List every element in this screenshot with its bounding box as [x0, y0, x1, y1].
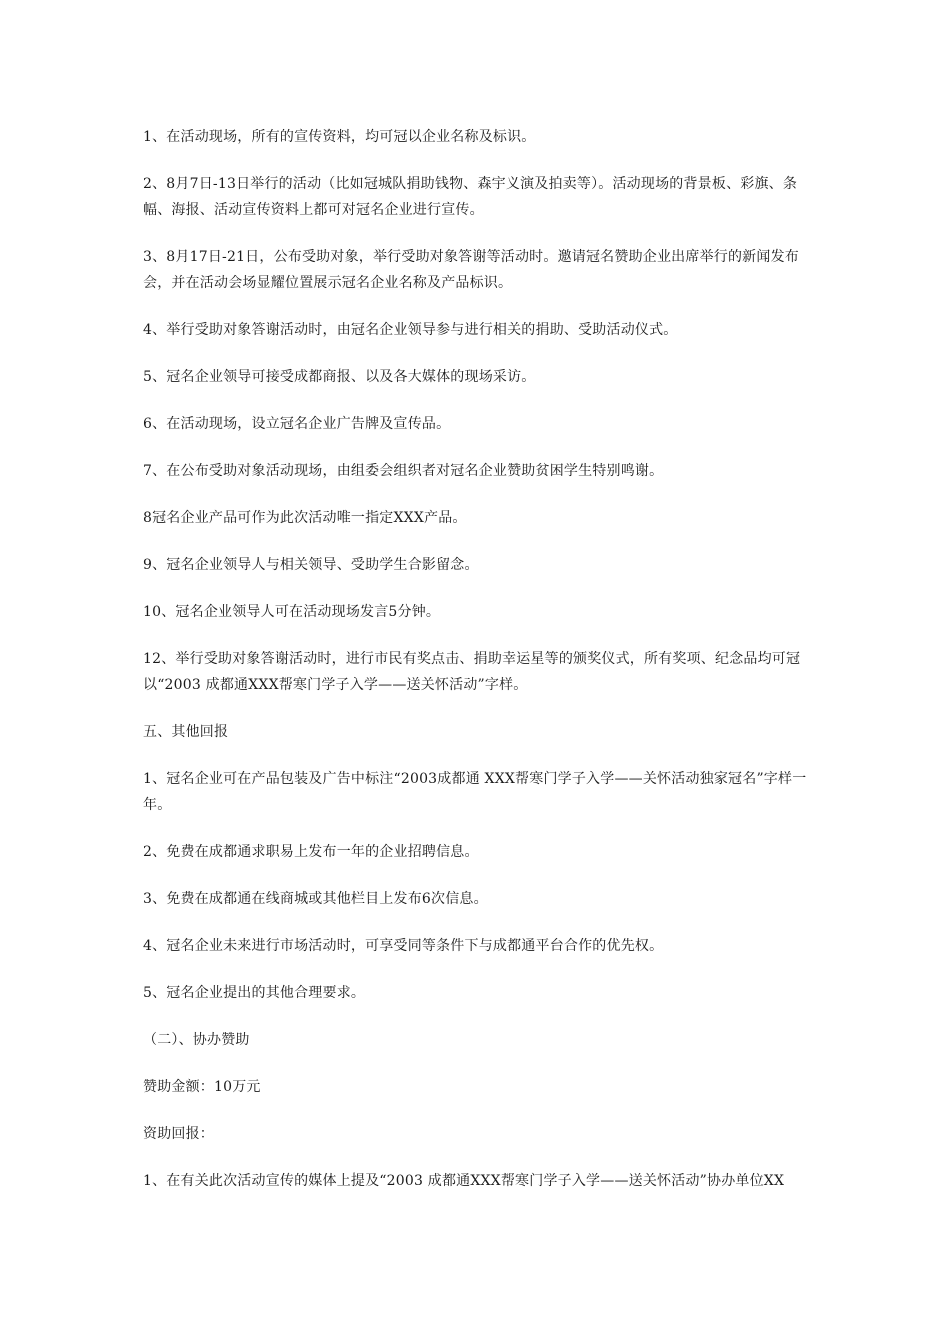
- paragraph-8: 8冠名企业产品可作为此次活动唯一指定XXX产品。: [143, 510, 467, 526]
- paragraph-12: 12、举行受助对象答谢活动时，进行市民有奖点击、捐助幸运星等的颁奖仪式，所有奖项、纪念品均可冠以“2003 成都通XXX帮寒门学子入学——送关怀活动”字样。: [143, 651, 801, 693]
- other-returns-item-1: 1、冠名企业可在产品包装及广告中标注“2003成都通 XXX帮寒门学子入学——关怀活动独家冠名”字样一年。: [143, 771, 807, 813]
- other-returns-item-5: 5、冠名企业提出的其他合理要求。: [143, 985, 366, 1001]
- section-heading-co-sponsor: （二）、协办赞助: [143, 1032, 250, 1048]
- sponsor-returns-item-1: 1、在有关此次活动宣传的媒体上提及“2003 成都通XXX帮寒门学子入学——送关怀活动”协办单位XX: [143, 1173, 785, 1189]
- paragraph-4: 4、举行受助对象答谢活动时，由冠名企业领导参与进行相关的捐助、受助活动仪式。: [143, 322, 678, 338]
- paragraph-2: 2、8月7日-13日举行的活动（比如冠城队捐助钱物、森宇义演及拍卖等）。活动现场的背景板、彩旗、条幅、海报、活动宣传资料上都可对冠名企业进行宣传。: [143, 176, 798, 218]
- other-returns-item-3: 3、免费在成都通在线商城或其他栏目上发布6次信息。: [143, 891, 488, 907]
- paragraph-10: 10、冠名企业领导人可在活动现场发言5分钟。: [143, 604, 441, 620]
- paragraph-5: 5、冠名企业领导可接受成都商报、以及各大媒体的现场采访。: [143, 369, 536, 385]
- other-returns-item-2: 2、免费在成都通求职易上发布一年的企业招聘信息。: [143, 844, 479, 860]
- section-heading-other-returns: 五、其他回报: [143, 724, 229, 740]
- paragraph-7: 7、在公布受助对象活动现场，由组委会组织者对冠名企业赞助贫困学生特别鸣谢。: [143, 463, 664, 479]
- sponsor-amount: 赞助金额：10万元: [143, 1079, 261, 1095]
- paragraph-9: 9、冠名企业领导人与相关领导、受助学生合影留念。: [143, 557, 479, 573]
- paragraph-3: 3、8月17日-21日，公布受助对象，举行受助对象答谢等活动时。邀请冠名赞助企业出席举行的新闻发布会，并在活动会场显耀位置展示冠名企业名称及产品标识。: [143, 249, 799, 291]
- sponsor-returns-heading: 资助回报：: [143, 1126, 214, 1142]
- other-returns-item-4: 4、冠名企业未来进行市场活动时，可享受同等条件下与成都通平台合作的优先权。: [143, 938, 664, 954]
- paragraph-1: 1、在活动现场，所有的宣传资料，均可冠以企业名称及标识。: [143, 129, 536, 145]
- paragraph-6: 6、在活动现场，设立冠名企业广告牌及宣传品。: [143, 416, 451, 432]
- document-body: [143, 124, 808, 1215]
